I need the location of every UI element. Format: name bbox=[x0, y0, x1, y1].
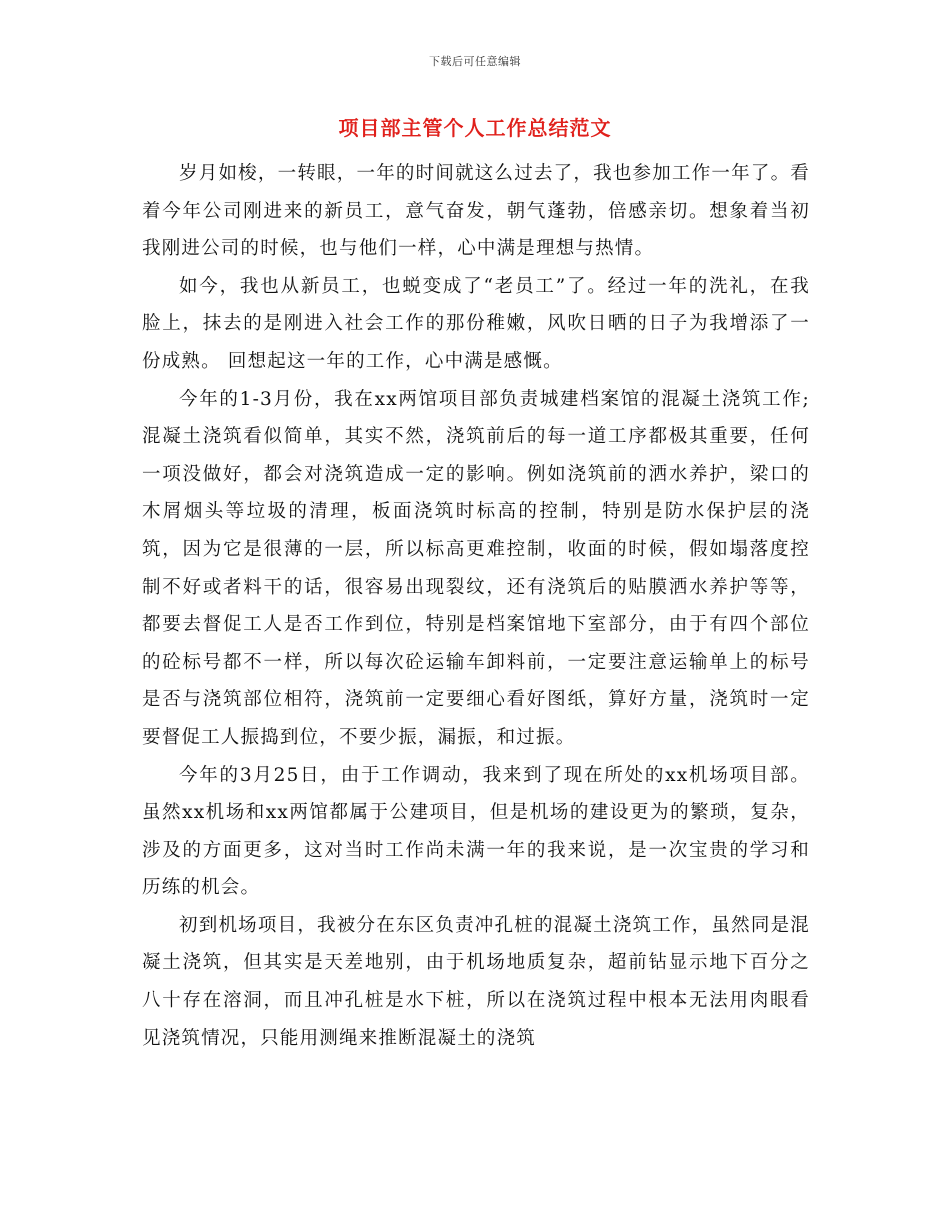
paragraph: 今年的1-3月份，我在xx两馆项目部负责城建档案馆的混凝土浇筑工作;混凝土浇筑看似简单，其实不然，浇筑前后的每一道工序都极其重要，任何一项没做好，都会对浇筑造成一定的影响。例如浇筑前的洒水养护，梁口的木屑烟头等垃圾的清理，板面浇筑时标高的控制，特别是防水保护层的浇筑，因为它是很薄的一层，所以标高更难控制，收面的时候，假如塌落度控制不好或者料干的话，很容易出现裂纹，还有浇筑后的贴膜洒水养护等等，都要去督促工人是否工作到位，特别是档案馆地下室部分，由于有四个部位的砼标号都不一样，所以每次砼运输车卸料前，一定要注意运输单上的标号是否与浇筑部位相符，浇筑前一定要细心看好图纸，算好方量，浇筑时一定要督促工人振捣到位，不要少振，漏振，和过振。 bbox=[142, 388, 810, 748]
paragraph: 岁月如梭，一转眼，一年的时间就这么过去了，我也参加工作一年了。看着今年公司刚进来的新员工，意气奋发，朝气蓬勃，倍感亲切。想象着当初我刚进公司的时候，也与他们一样，心中满是理想与热情。 bbox=[142, 163, 810, 260]
paragraph: 今年的3月25日，由于工作调动，我来到了现在所处的xx机场项目部。虽然xx机场和xx两馆都属于公建项目，但是机场的建设更为的繁琐，复杂，涉及的方面更多，这对当时工作尚未满一年的我来说，是一次宝贵的学习和历练的机会。 bbox=[142, 764, 810, 899]
paragraph: 初到机场项目，我被分在东区负责冲孔桩的混凝土浇筑工作，虽然同是混凝土浇筑，但其实是天差地别，由于机场地质复杂，超前钻显示地下百分之八十存在溶洞，而且冲孔桩是水下桩，所以在浇筑过程中根本无法用肉眼看见浇筑情况，只能用测绳来推断混凝土的浇筑 bbox=[142, 914, 810, 1049]
document-title: 项目部主管个人工作总结范文 bbox=[338, 116, 612, 140]
header-note: 下载后可任意编辑 bbox=[429, 55, 521, 68]
paragraph: 如今，我也从新员工，也蜕变成了“老员工”了。经过一年的洗礼，在我脸上，抹去的是刚进入社会工作的那份稚嫩，风吹日晒的日子为我增添了一份成熟。 回想起这一年的工作，心中满是感慨。 bbox=[142, 275, 810, 372]
document-body bbox=[142, 155, 810, 1057]
